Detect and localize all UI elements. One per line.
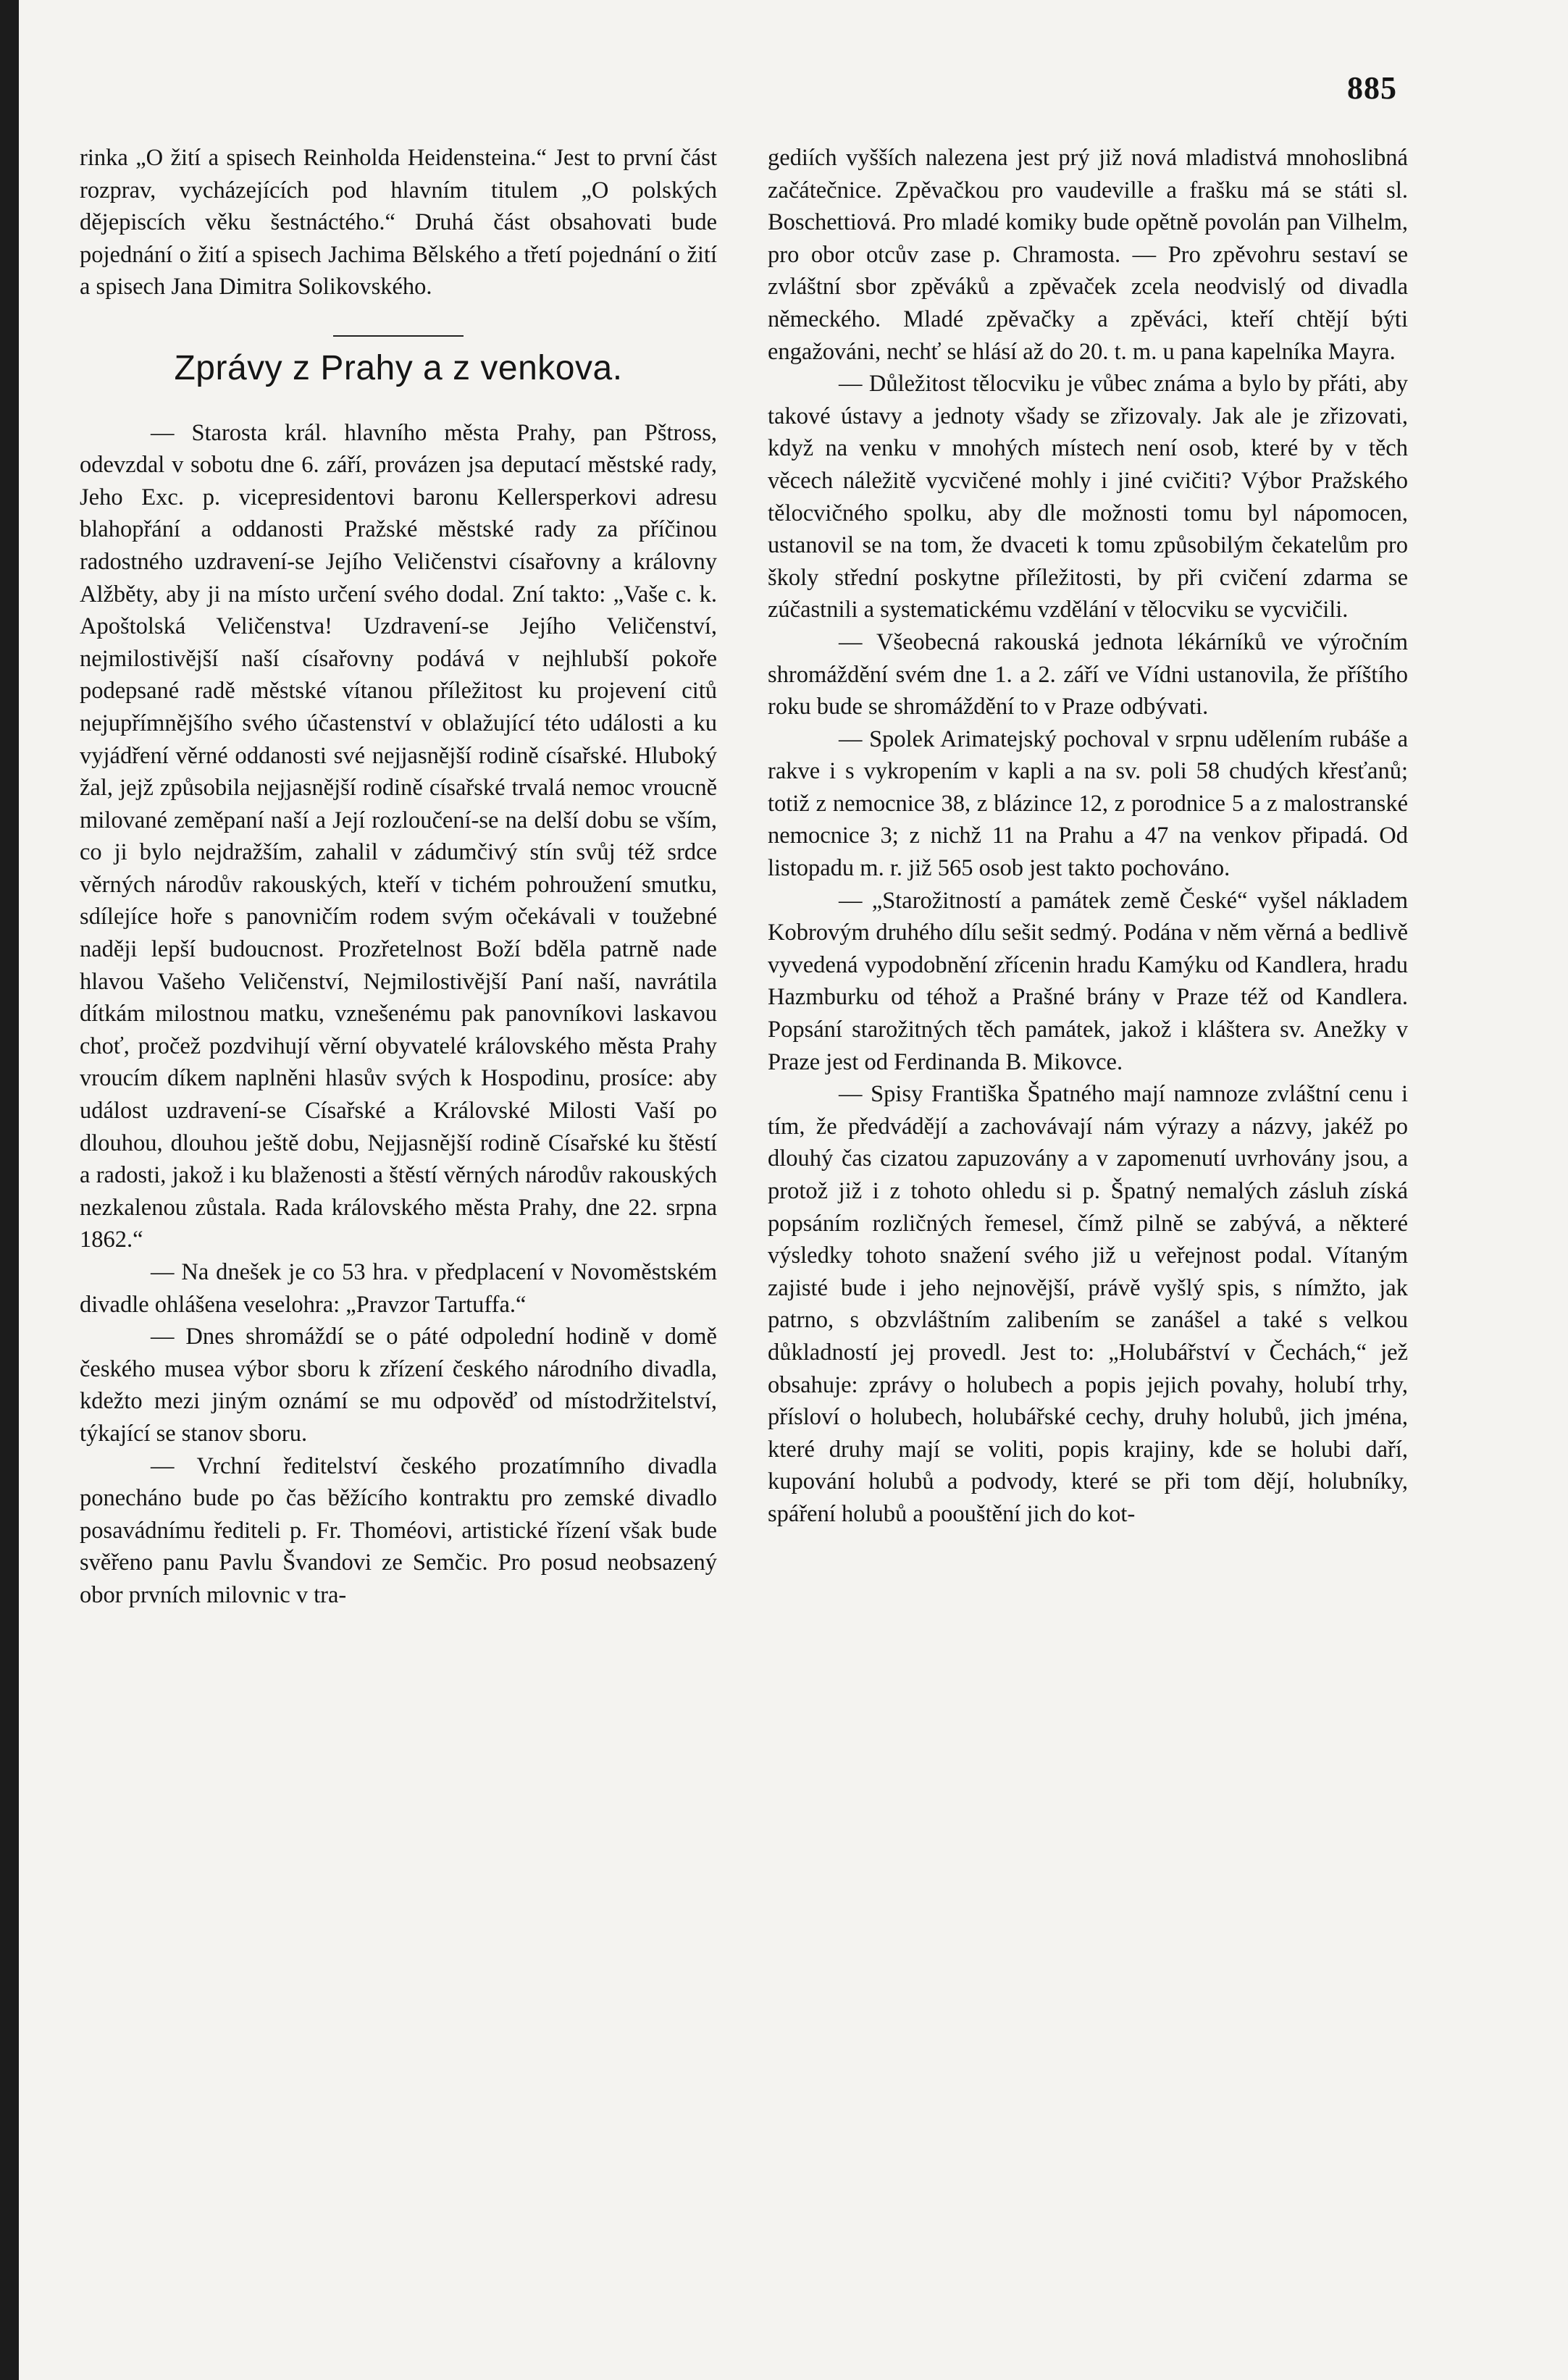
article-paragraph: — Důležitost tělocviku je vůbec známa a bylo by přáti, aby takové ústavy a jednoty všady se zřizovaly. Jak ale je zřizovati, když na venku v mnohých místech není osob, které by v těch věcech náležitě vycvičené mohly i jiné cvičiti? Výbor Pražského tělocvičného spolku, aby dle možnosti tomu byl nápomocen, ustanovil se na tom, že dvaceti k tomu způsobilým čekatelům pro školy střední poskytne příležitosti, by při cvičení zdarma se zúčastnili a systematickému vzdělání v tělocviku se vycvičili.: [768, 371, 1408, 623]
scan-edge: [0, 0, 19, 2380]
section-divider: [333, 335, 464, 337]
article-paragraph: — Na dnešek je co 53 hra. v předplacení v Novoměstském divadle ohlášena veselohra: „Pravzor Tartuffa.“: [80, 1259, 717, 1318]
article-paragraph: — Dnes shromáždí se o páté odpolední hodině v domě českého musea výbor sboru k zřízení českého národního divadla, kdežto mezi jiným oznámí se mu odpověď od místodržitelství, týkající se stanov sboru.: [80, 1324, 717, 1447]
section-heading: Zprávy z Prahy a z venkova.: [174, 348, 623, 387]
intro-paragraph: rinka „O žití a spisech Reinholda Heidensteina.“ Jest to první část rozprav, vycházejících pod hlavním titulem „O polských dějepiscích věku šestnáctého.“ Druhá část obsahovati bude pojednání o žití a spisech Jachima Bělského a třetí pojednání o žití a spisech Jana Dimitra Solikovského.: [80, 145, 717, 300]
article-paragraph: gediích vyšších nalezena jest prý již nová mladistvá mnohoslibná začátečnice. Zpěvačkou pro vaudeville a frašku má se státi sl. Boschettiová. Pro mladé komiky bude opětně povolán pan Vilhelm, pro obor otcův zase p. Chramosta. — Pro zpěvohru sestaví se zvláštní sbor zpěváků a zpěvaček zcela neodvislý od divadla německého. Mladé zpěvačky a zpěváci, kteří chtějí býti engažováni, nechť se hlásí až do 20. t. m. u pana kapelníka Mayra.: [768, 145, 1408, 365]
article-paragraph: — Spisy Františka Špatného mají namnoze zvláštní cenu i tím, že předvádějí a zachovávají nám výrazy a názvy, jakéž po dlouhý čas cizatou zapuzovány a v zapomenutí uvrhovány jsou, a protož již i z tohoto ohledu si p. Špatný nemalých zásluh získá popsáním rozličných řemesel, čímž pilně se zabývá, a některé výsledky tohoto snažení svého již u veřejnost podal. Vítaným zajisté bude i jeho nejnovější, právě vyšlý spis, s nímžto, jak patrno, s obzvláštním zalibením se zanášel a také s velkou důkladností jej provedl. Jest to: „Holubářství v Čechách,“ jež obsahuje: zprávy o holubech a popis jejich povahy, holubí trhy, přísloví o holubech, holubářské cechy, druhy holubů, jich jména, které druhy mají se voliti, popis krajiny, kde se holubi daří, kupování holubů a podvody, které se při tom dějí, holubníky, spáření holubů a poouštění jich do kot-: [768, 1081, 1408, 1527]
article-paragraph: — „Starožitností a památek země České“ vyšel nákladem Kobrovým druhého dílu sešit sedmý. Podána v něm věrná a bedlivě vyvedená vypodobnění zřícenin hradu Kamýku od Kandlera, hradu Hazmburku od téhož a Prašné brány v Praze též od Kandlera. Popsání starožitných těch památek, jakož i kláštera sv. Anežky v Praze jest od Ferdinanda B. Mikovce.: [768, 887, 1408, 1075]
article-paragraph: — Všeobecná rakouská jednota lékárníků ve výročním shromáždění svém dne 1. a 2. září ve Vídni ustanovila, že příštího roku bude se shromáždění to v Praze odbývati.: [768, 628, 1408, 720]
page-number: 885: [1347, 70, 1397, 106]
right-column: [768, 142, 1408, 1531]
article-paragraph: — Spolek Arimatejský pochoval v srpnu udělením rubáše a rakve i s vykropením v kapli a na sv. poli 58 chudých křesťanů; totiž z nemocnice 38, z blázince 12, z porodnice 5 a z malostranské nemocnice 3; z nichž 11 na Prahu a 47 na venkov připadá. Od listopadu m. r. již 565 osob jest takto pochováno.: [768, 726, 1408, 882]
article-paragraph: — Starosta král. hlavního města Prahy, pan Pštross, odevzdal v sobotu dne 6. září, provázen jsa deputací městské rady, Jeho Exc. p. vicepresidentovi baronu Kellersperkovi adresu blahopřání a oddanosti Pražské městské rady za příčinou radostného uzdravení-se Jejího Veličenstvi císařovny a královny Alžběty, aby ji na místo určení svého dodal. Zní takto: „Vaše c. k. Apoštolská Veličenstva! Uzdravení-se Jejího Veličenství, nejmilostivější naší císařovny podává v nejhlubší pokoře podepsané radě městské vítanou příležitost ku projevení citů nejupřímnějšího svého účastenství v oblažující této události a ku vyjádření věrné oddanosti své nejjasnější rodině císařské. Hluboký žal, jejž způsobila nejjasnější rodině císařské trvalá nemoc vroucně milované zeměpaní naší a Její rozloučení-se na delší dobu se vším, co ji bylo nejdražším, zahalil v zádumčivý stín svůj též srdce věrných národův rakouských, kteří v tichém pohroužení smutku, sdílejíce hoře s panovničím rodem svým očekávali v toužebné naději lepší budoucnost. Prozřetelnost Boží bděla patrně nade hlavou Vašeho Veličenství, Nejmilostivější Paní naší, navrátila dítkám milostnou matku, vznešenému pak panovníkovi laskavou choť, pročež pozdvihují věrní obyvatelé královského města Prahy vroucím díkem naplněni hlasův svých k Hospodinu, prosíce: aby událost uzdravení-se Císařské a Královské Milosti Vaší po dlouhou, dlouhou ještě dobu, Nejjasnější rodině Císařské ku štěstí a radosti, jakož i ku blaženosti a štěstí věrných národův rakouských nezkalenou zůstala. Rada královského města Prahy, dne 22. srpna 1862.“: [80, 419, 717, 1253]
left-column: [80, 142, 717, 1612]
article-paragraph: — Vrchní ředitelství českého prozatímního divadla ponecháno bude po čas běžícího kontraktu pro zemské divadlo posavádnímu řediteli p. Fr. Thoméovi, artistické řízení však bude svěřeno panu Pavlu Švandovi ze Semčic. Pro posud neobsazený obor prvních milovnic v tra-: [80, 1452, 717, 1608]
